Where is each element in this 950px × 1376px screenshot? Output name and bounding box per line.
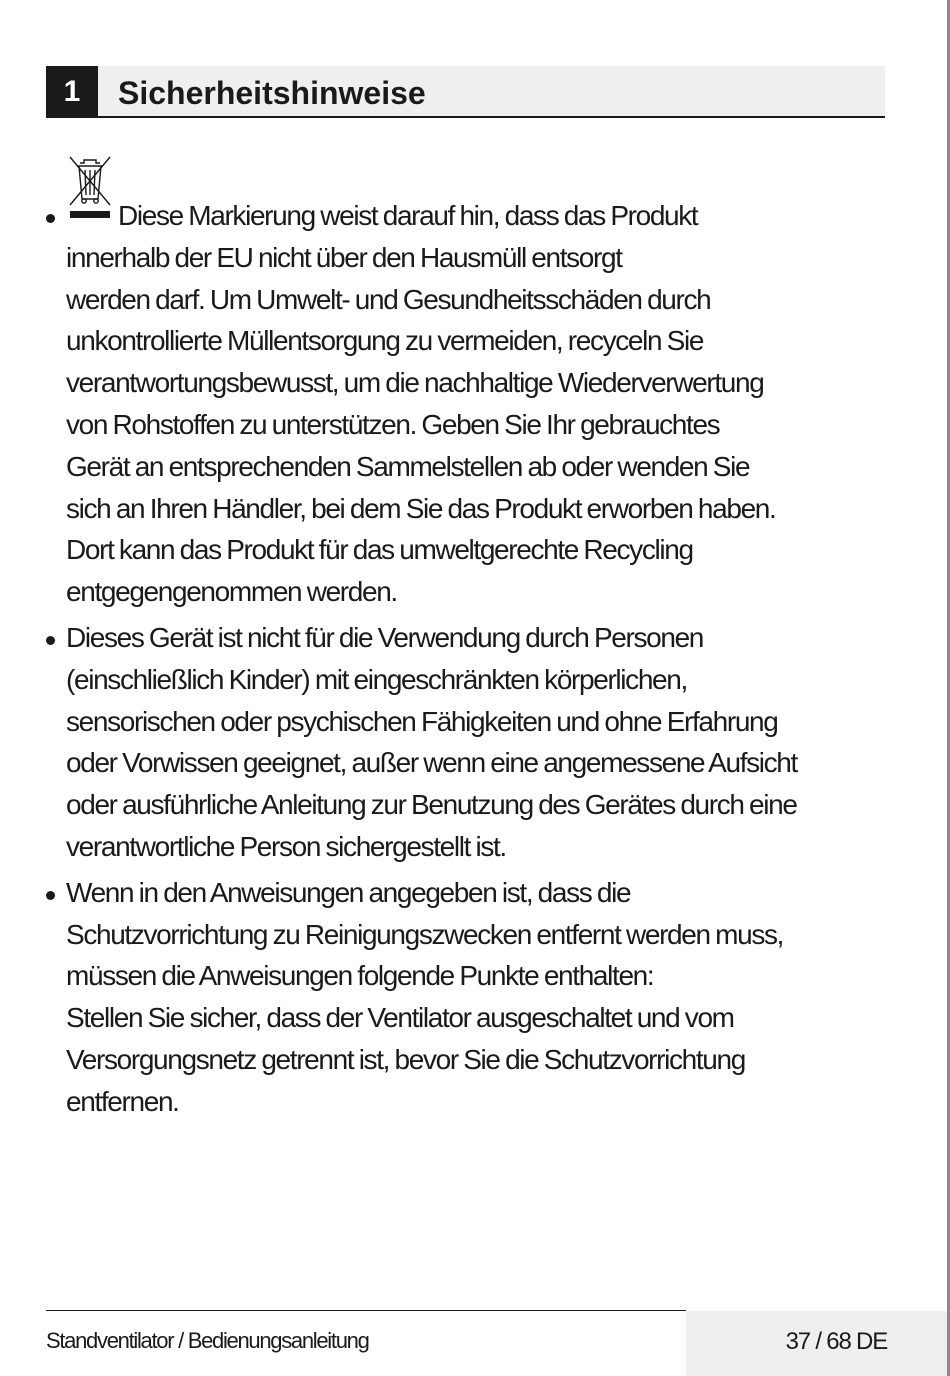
section-title: Sicherheitshinweise: [118, 75, 426, 111]
bullet-dot: [46, 214, 55, 223]
section-title-bar: [98, 66, 885, 116]
safety-instructions-list: [46, 195, 896, 1127]
section-header: [46, 66, 885, 118]
text-line: Versorgungsnetz getrennt ist, bevor Sie die Schutzvorrichtung: [66, 1043, 745, 1075]
section-number: 1: [46, 66, 98, 116]
text-line: Stellen Sie sicher, dass der Ventilator ausgeschaltet und vom: [66, 1002, 734, 1034]
text-line: Dieses Gerät ist nicht für die Verwendung durch Personen: [66, 621, 704, 653]
text-line: oder Vorwissen geeignet, außer wenn eine angemessene Aufsicht: [66, 747, 797, 779]
text-line: Diese Markierung weist darauf hin, dass das Produkt: [66, 195, 896, 237]
bullet-dot: [46, 891, 55, 900]
text-line: sensorischen oder psychischen Fähigkeiten und ohne Erfahrung: [66, 705, 778, 737]
text-line: verantwortliche Person sichergestellt ist.: [66, 830, 506, 862]
text-line: Wenn in den Anweisungen angegeben ist, dass die: [66, 876, 631, 908]
footer-document-title: Standventilator / Bedienungsanleitung: [46, 1328, 369, 1353]
footer-page-number: 37 / 68 DE: [785, 1328, 887, 1355]
text-line: oder ausführliche Anleitung zur Benutzung des Gerätes durch eine: [66, 789, 797, 821]
text-line: innerhalb der EU nicht über den Hausmüll entsorgt: [66, 241, 622, 273]
list-item-persons: [46, 617, 896, 868]
text-line: werden darf. Um Umwelt- und Gesundheitsschäden durch: [66, 283, 711, 315]
bullet-dot: [46, 636, 55, 645]
text-line: von Rohstoffen zu unterstützen. Geben Sie Ihr gebrauchtes: [66, 408, 720, 440]
text-line: müssen die Anweisungen folgende Punkte enthalten:: [66, 960, 654, 992]
list-item-guard-removal: [46, 872, 896, 1123]
text-line: (einschließlich Kinder) mit eingeschränkten körperlichen,: [66, 663, 687, 695]
list-item-weee: [46, 195, 896, 613]
text-line: Gerät an entsprechenden Sammelstellen ab oder wenden Sie: [66, 450, 750, 482]
text-line: entfernen.: [66, 1085, 179, 1117]
text-line: Dort kann das Produkt für das umweltgerechte Recycling: [66, 534, 693, 566]
text-line: entgegengenommen werden.: [66, 576, 397, 608]
weee-crossed-bin-icon: [66, 195, 114, 223]
text-line: sich an Ihren Händler, bei dem Sie das Produkt erworben haben.: [66, 492, 776, 524]
text-line: unkontrollierte Müllentsorgung zu vermeiden, recyceln Sie: [66, 325, 704, 357]
text-line: Schutzvorrichtung zu Reinigungszwecken entfernt werden muss,: [66, 918, 784, 950]
text-line: verantwortungsbewusst, um die nachhaltige Wiederverwertung: [66, 367, 764, 399]
footer-divider: [46, 1310, 686, 1311]
